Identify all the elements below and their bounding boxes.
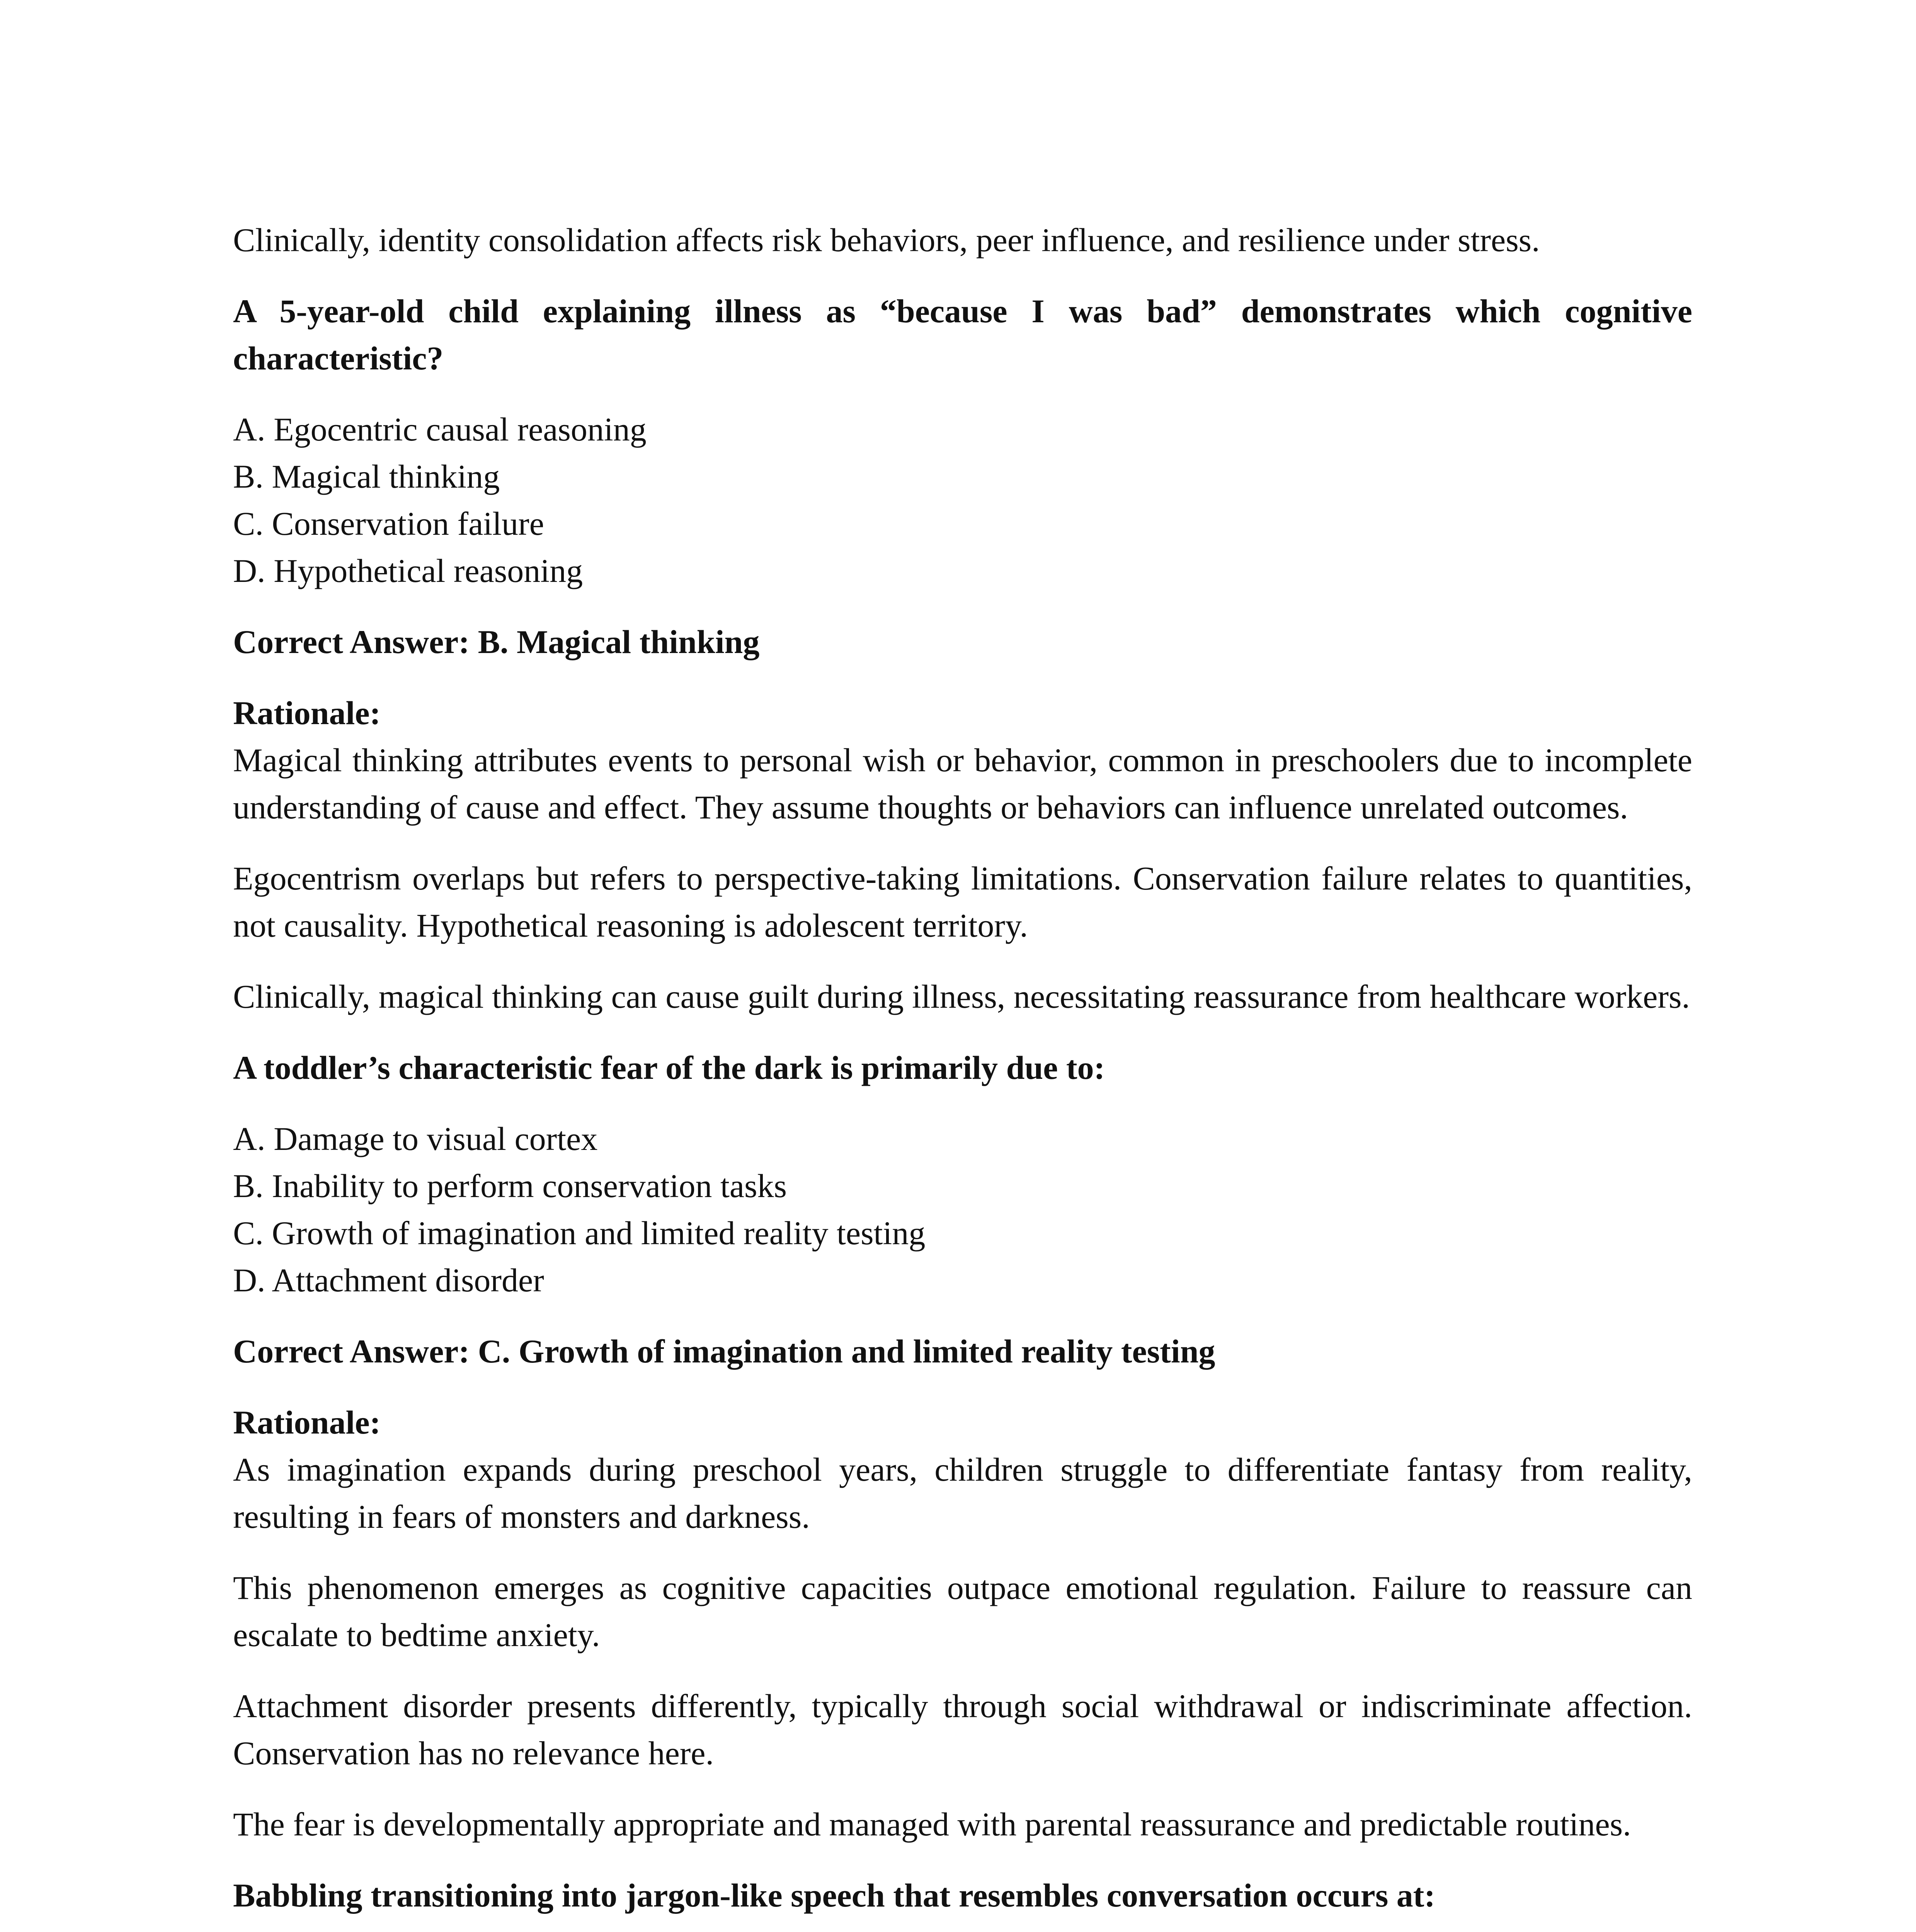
question-stem: A toddler’s characteristic fear of the dark is primarily due to: <box>233 1049 1105 1086</box>
option-a: A. Egocentric causal reasoning <box>233 411 647 448</box>
correct-answer: Correct Answer: B. Magical thinking <box>233 623 760 660</box>
rationale-paragraph: This phenomenon emerges as cognitive capacities outpace emotional regulation. Failure to reassure can escalate to bedtime anxiety. <box>233 1569 1692 1653</box>
rationale-paragraph: As imagination expands during preschool years, children struggle to differentiate fantasy from reality, resulting in fears of monsters and darkness. <box>233 1451 1692 1535</box>
option-c: C. Conservation failure <box>233 505 544 542</box>
rationale-paragraph: Egocentrism overlaps but refers to perspective-taking limitations. Conservation failure relates to quantities, not causality. Hypothetical reasoning is adolescent territory. <box>233 860 1692 944</box>
rationale-paragraph: Attachment disorder presents differently, typically through social withdrawal or indiscriminate affection. Conservation has no relevance here. <box>233 1687 1692 1772</box>
option-c: C. Growth of imagination and limited reality testing <box>233 1214 926 1252</box>
rationale-label: Rationale: <box>233 1404 381 1441</box>
question-stem: Babbling transitioning into jargon-like speech that resembles conversation occurs at: <box>233 1877 1436 1914</box>
option-a: A. Damage to visual cortex <box>233 1120 598 1157</box>
page-content <box>233 216 1692 1932</box>
correct-answer: Correct Answer: C. Growth of imagination and limited reality testing <box>233 1333 1215 1370</box>
question-stem: A 5-year-old child explaining illness as “because I was bad” demonstrates which cognitive characteristic? <box>233 293 1692 377</box>
rationale-paragraph: Magical thinking attributes events to personal wish or behavior, common in preschoolers due to incomplete understanding of cause and effect. They assume thoughts or behaviors can influence unrelated outcomes. <box>233 742 1692 826</box>
option-d: D. Attachment disorder <box>233 1262 544 1299</box>
answer-options <box>233 1115 1692 1304</box>
rationale-paragraph: The fear is developmentally appropriate and managed with parental reassurance and predictable routines. <box>233 1806 1631 1843</box>
answer-options <box>233 406 1692 594</box>
rationale-paragraph: Clinically, magical thinking can cause guilt during illness, necessitating reassurance from healthcare workers. <box>233 978 1690 1015</box>
option-b: B. Inability to perform conservation tasks <box>233 1167 787 1204</box>
intro-paragraph: Clinically, identity consolidation affects risk behaviors, peer influence, and resilience under stress. <box>233 221 1540 259</box>
option-b: B. Magical thinking <box>233 458 500 495</box>
option-d: D. Hypothetical reasoning <box>233 552 583 589</box>
rationale-label: Rationale: <box>233 694 381 731</box>
